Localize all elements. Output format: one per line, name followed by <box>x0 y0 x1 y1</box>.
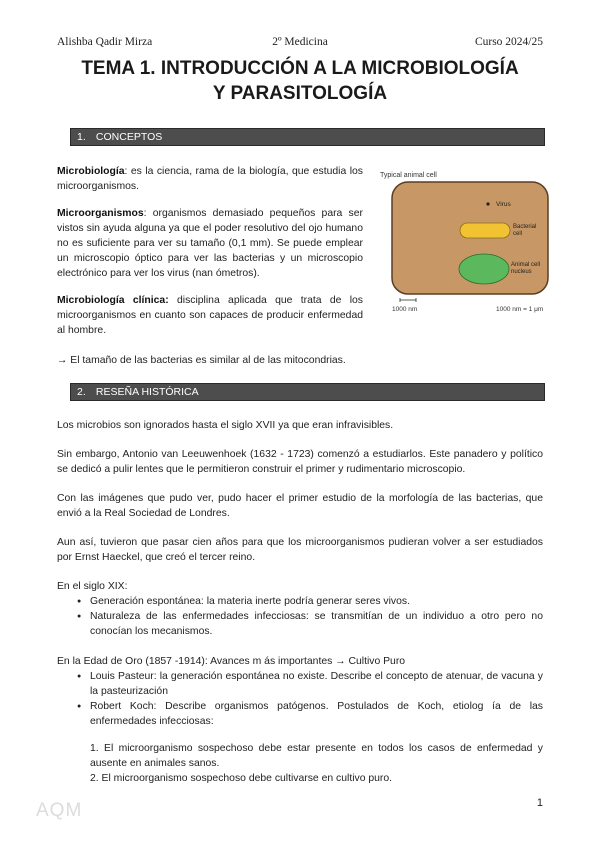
section-title: RESEÑA HISTÓRICA <box>95 386 199 398</box>
definition-text: : organismos demasiado pequeños para ser vistos sin ayuda alguna ya que el poder resolutivo del ojo humano no es suficiente para ver su tamaño (0,1 mm). Se puede emplear un microscopio óptico para ver las bacterias y un microscopio electrónico para ver los virus (nan ómetros). <box>57 208 363 279</box>
definition-text: : es la ciencia, rama de la biología, que estudia los microorganismos. <box>57 166 363 192</box>
paragraph-3: Con las imágenes que pudo ver, pudo hacer el primer estudio de la morfología de las bacterias, que envió a la Real Sociedad de Londres. <box>57 493 543 519</box>
watermark: AQM <box>36 800 83 821</box>
bacterial-label-2: cell <box>513 231 523 237</box>
koch-postulate-1: 1. El microorganismo sospechoso debe estar presente en todos los casos de enfermedad y ausente en animales sanos. <box>90 743 543 769</box>
bacterial-label-1: Bacterial <box>513 224 537 230</box>
paragraph-6: En la Edad de Oro (1857 -1914): Avances m ás importantes → Cultivo Puro <box>57 656 406 667</box>
bullet-list-xix <box>57 594 543 639</box>
list-item: ● Naturaleza de las enfermedades infecciosas: se transmitían de un individuo a otro pero no conocían los mecanismos. <box>57 609 543 639</box>
section-title: CONCEPTOS <box>95 131 163 143</box>
page-title <box>40 56 560 106</box>
header-author: Alishba Qadir Mirza <box>57 36 153 48</box>
term: Microorganismos <box>57 208 144 219</box>
scale-right-label: 1000 nm = 1 μm <box>496 306 544 313</box>
section-number: 2. <box>77 386 86 398</box>
header-course: Curso 2024/25 <box>474 36 543 48</box>
virus-label: Virus <box>496 201 511 208</box>
paragraph-1: Los microbios son ignorados hasta el siglo XVII ya que eran infravisibles. <box>57 420 394 431</box>
title-line-1: TEMA 1. INTRODUCCIÓN A LA MICROBIOLOGÍA <box>81 58 519 79</box>
note-bacteria-size: → El tamaño de las bacterias es similar al de las mitocondrias. <box>57 355 346 366</box>
cell-size-figure <box>378 168 558 320</box>
scale-left-label: 1000 nm <box>392 306 418 313</box>
definition-text: disciplina aplicada que trata de los microorganismos en cuanto son capaces de producir enfermedad al hombre. <box>57 295 363 336</box>
bacterial-cell <box>460 223 510 238</box>
header-subject: 2º Medicina <box>272 36 328 48</box>
term: Microbiología clínica: <box>57 295 169 306</box>
nucleus <box>459 254 509 284</box>
figure-title: Typical animal cell <box>380 172 437 179</box>
nucleus-label-2: nucleus <box>511 269 532 275</box>
title-line-2: Y PARASITOLOGÍA <box>212 83 388 104</box>
paragraph-2: Sin embargo, Antonio van Leeuwenhoek (1632 - 1723) comenzó a estudiarlos. Este panadero y político se dedicó a pulir lentes que le permitieron construir el primer y rudimentario microscopio. <box>57 449 543 475</box>
section-number: 1. <box>77 131 86 143</box>
list-item: ● Robert Koch: Describe organismos patógenos. Postulados de Koch, etiolog ía de las enfermedades infecciosas: <box>57 699 543 729</box>
section-heading-conceptos <box>70 128 545 146</box>
nucleus-label-1: Animal cell <box>511 262 541 268</box>
definition-microorganismos <box>57 206 363 281</box>
definition-microbiologia <box>57 164 363 194</box>
definition-microbiologia-clinica <box>57 293 363 338</box>
list-item: ● Louis Pasteur: la generación espontánea no existe. Describe el concepto de atenuar, de vacuna y la pasteurización <box>57 669 543 699</box>
list-item: ● Generación espontánea: la materia inerte podría generar seres vivos. <box>57 594 543 609</box>
bullet-list-edad-de-oro <box>57 669 543 729</box>
paragraph-5: En el siglo XIX: <box>57 581 128 592</box>
section-heading-resena <box>70 383 545 401</box>
page-number: 1 <box>536 797 543 809</box>
virus-dot <box>486 202 489 205</box>
paragraph-4: Aun así, tuvieron que pasar cien años para que los microorganismos pudieran volver a ser estudiados por Ernst Haeckel, que creó el tercer reino. <box>57 537 543 563</box>
term: Microbiología <box>57 166 125 177</box>
koch-postulate-2: 2. El microorganismo sospechoso debe cultivarse en cultivo puro. <box>90 773 393 784</box>
